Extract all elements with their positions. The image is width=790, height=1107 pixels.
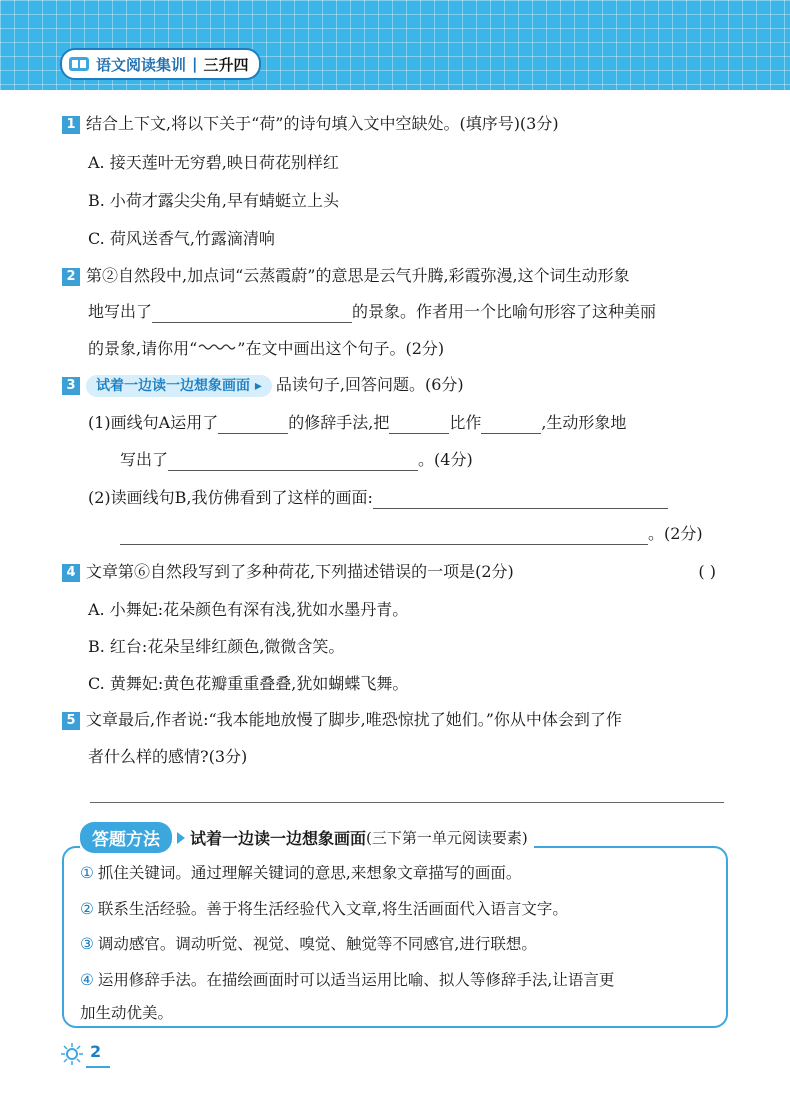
answer-parentheses[interactable]: ( ) (698, 562, 716, 581)
item-mark: ② (80, 900, 94, 918)
arrow-right-icon (176, 831, 186, 845)
q3-text: 。(2分) (648, 524, 703, 543)
q3-text: (1)画线句A运用了 (88, 413, 219, 432)
q3-text: 。(4分) (418, 450, 473, 469)
q3-part-2-cont (120, 523, 703, 545)
page-number: 2 (90, 1042, 102, 1061)
answer-blank[interactable] (373, 490, 668, 509)
series-title: 语文阅读集训 (96, 55, 187, 74)
question-number: 4 (62, 564, 80, 582)
method-header (80, 822, 534, 853)
question-text: 文章最后,作者说:“我本能地放慢了脚步,唯恐惊扰了她们。”你从中体会到了作 (86, 710, 622, 729)
sun-icon (60, 1042, 84, 1066)
q4-option-b: B. 红台:花朵呈绯红颜色,微微含笑。 (88, 637, 345, 656)
answer-blank[interactable] (168, 452, 418, 471)
item-mark: ③ (80, 935, 94, 953)
q1-option-a: A. 接天莲叶无穷碧,映日荷花别样红 (88, 153, 339, 172)
reading-tip-label: 试着一边读一边想象画面 ▸ (86, 375, 272, 397)
question-text: 第②自然段中,加点词“云蒸霞蔚”的意思是云气升腾,彩霞弥漫,这个词生动形象 (86, 266, 630, 285)
answer-blank[interactable] (218, 415, 288, 434)
question-text: 品读句子,回答问题。(6分) (275, 375, 464, 394)
q4-option-c: C. 黄舞妃:黄色花瓣重重叠叠,犹如蝴蝶飞舞。 (88, 674, 409, 693)
q3-text: 的修辞手法,把 (288, 413, 390, 432)
q3-text: (2)读画线句B,我仿佛看到了这样的画面: (88, 488, 373, 507)
question-number: 2 (62, 268, 80, 286)
answer-blank[interactable] (389, 415, 449, 434)
question-text: 结合上下文,将以下关于“荷”的诗句填入文中空缺处。(填序号)(3分) (86, 114, 559, 133)
answer-blank[interactable] (481, 415, 541, 434)
item-text: 调动感官。调动听觉、视觉、嗅觉、触觉等不同感官,进行联想。 (97, 935, 537, 953)
item-text: 联系生活经验。善于将生活经验代入文章,将生活画面代入语言文字。 (97, 900, 568, 918)
question-4 (62, 561, 726, 583)
q5-line-2: 者什么样的感情?(3分) (88, 747, 248, 766)
question-text: 文章第⑥自然段写到了多种荷花,下列描述错误的一项是(2分) (86, 562, 514, 581)
method-item (80, 933, 537, 955)
q3-part-1-cont (120, 449, 473, 471)
method-item (80, 862, 521, 884)
item-text: 运用修辞手法。在描绘画面时可以适当运用比喻、拟人等修辞手法,让语言更 (97, 971, 615, 989)
item-mark: ④ (80, 971, 94, 989)
q3-part-2 (88, 487, 668, 509)
q2-text: ”在文中画出这个句子。(2分) (237, 339, 445, 358)
question-2 (62, 265, 630, 287)
q3-text: ,生动形象地 (541, 413, 627, 432)
q3-part-1 (88, 412, 626, 434)
item-text: 抓住关键词。通过理解关键词的意思,来想象文章描写的画面。 (97, 864, 522, 882)
method-item (80, 898, 568, 920)
question-number: 1 (62, 116, 80, 134)
method-label: 答题方法 (80, 822, 172, 853)
series-badge (60, 48, 261, 80)
question-5 (62, 709, 622, 731)
q4-option-a: A. 小舞妃:花朵颜色有深有浅,犹如水墨丹青。 (88, 600, 409, 619)
question-3 (62, 374, 464, 397)
badge-separator: | (192, 55, 198, 73)
method-item (80, 969, 614, 991)
q2-line-2 (88, 301, 656, 323)
method-item-cont: 加生动优美。 (80, 1004, 174, 1022)
method-title: 试着一边读一边想象画面 (190, 829, 367, 848)
item-mark: ① (80, 864, 94, 882)
method-subtitle: (三下第一单元阅读要素) (366, 829, 528, 847)
book-icon (68, 56, 90, 72)
answer-blank[interactable] (152, 304, 352, 323)
q2-text: 的景象。作者用一个比喻句形容了这种美丽 (352, 302, 657, 321)
question-number: 5 (62, 712, 80, 730)
q3-text: 写出了 (120, 450, 169, 469)
wavy-underline-icon (197, 342, 237, 352)
grade-label: 三升四 (203, 55, 249, 74)
q2-text: 的景象,请你用“ (88, 339, 198, 358)
q3-text: 比作 (449, 413, 482, 432)
reading-tip-text: 试着一边读一边想象画面 (96, 378, 250, 394)
header-banner (0, 0, 790, 90)
answer-blank[interactable] (120, 526, 648, 545)
q2-line-3 (88, 338, 444, 360)
q1-option-c: C. 荷风送香气,竹露滴清响 (88, 229, 275, 248)
question-number: 3 (62, 377, 80, 395)
question-1 (62, 113, 559, 135)
page-number-underline (86, 1066, 110, 1068)
answer-line[interactable] (90, 802, 724, 803)
q2-text: 地写出了 (88, 302, 153, 321)
q1-option-b: B. 小荷才露尖尖角,早有蜻蜓立上头 (88, 191, 340, 210)
